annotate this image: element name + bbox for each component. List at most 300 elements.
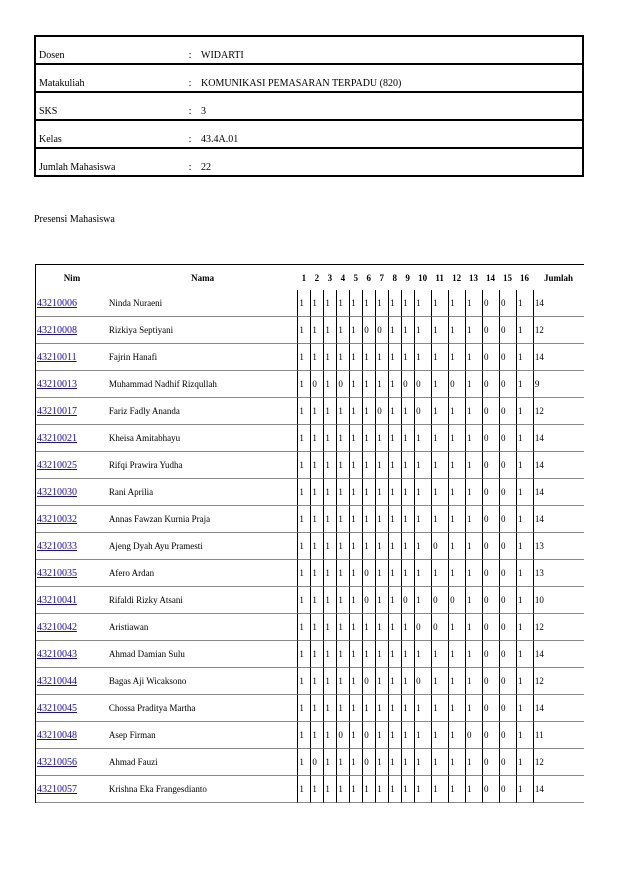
meeting-cell: 1 bbox=[465, 641, 482, 668]
meeting-cell: 1 bbox=[375, 587, 388, 614]
meeting-cell: 1 bbox=[336, 479, 349, 506]
nim-cell bbox=[36, 722, 108, 749]
meeting-cell: 1 bbox=[297, 344, 310, 371]
meeting-cell: 1 bbox=[401, 533, 414, 560]
meeting-cell: 1 bbox=[336, 506, 349, 533]
meeting-cell: 1 bbox=[349, 641, 362, 668]
meeting-cell: 1 bbox=[349, 560, 362, 587]
meeting-cell: 1 bbox=[375, 560, 388, 587]
meeting-cell: 0 bbox=[362, 749, 375, 776]
meeting-cell: 1 bbox=[401, 506, 414, 533]
meeting-cell: 0 bbox=[499, 641, 516, 668]
meeting-cell: 1 bbox=[349, 587, 362, 614]
meeting-cell: 0 bbox=[499, 695, 516, 722]
nim-link[interactable]: 43210057 bbox=[37, 783, 77, 795]
nim-link[interactable]: 43210006 bbox=[37, 297, 77, 309]
table-row bbox=[36, 371, 584, 398]
total-cell: 14 bbox=[533, 506, 584, 533]
meeting-cell: 1 bbox=[448, 668, 465, 695]
meeting-cell: 1 bbox=[431, 371, 448, 398]
meeting-cell: 0 bbox=[482, 641, 499, 668]
nim-cell bbox=[36, 398, 108, 425]
meeting-cell: 1 bbox=[336, 749, 349, 776]
nim-link[interactable]: 43210042 bbox=[37, 621, 77, 633]
nim-link[interactable]: 43210008 bbox=[37, 324, 77, 336]
meeting-cell: 0 bbox=[499, 533, 516, 560]
info-label: Jumlah Mahasiswa bbox=[35, 148, 182, 176]
name-cell: Aristiawan bbox=[108, 614, 298, 641]
meeting-cell: 1 bbox=[375, 776, 388, 803]
meeting-cell: 1 bbox=[448, 290, 465, 317]
meeting-cell: 1 bbox=[310, 560, 323, 587]
meeting-cell: 0 bbox=[499, 776, 516, 803]
meeting-cell: 1 bbox=[310, 641, 323, 668]
meeting-cell: 1 bbox=[414, 695, 431, 722]
meeting-cell: 1 bbox=[431, 425, 448, 452]
meeting-cell: 1 bbox=[465, 506, 482, 533]
meeting-cell: 1 bbox=[362, 479, 375, 506]
nim-cell bbox=[36, 317, 108, 344]
column-header: 3 bbox=[327, 272, 333, 283]
info-separator: : bbox=[182, 120, 198, 148]
meeting-cell: 0 bbox=[482, 425, 499, 452]
info-row bbox=[35, 120, 583, 148]
meeting-cell: 1 bbox=[516, 695, 533, 722]
meeting-cell: 1 bbox=[323, 425, 336, 452]
name-cell: Ninda Nuraeni bbox=[108, 290, 298, 317]
meeting-cell: 0 bbox=[499, 587, 516, 614]
meeting-cell: 0 bbox=[499, 560, 516, 587]
nim-link[interactable]: 43210043 bbox=[37, 648, 77, 660]
meeting-cell: 1 bbox=[401, 479, 414, 506]
nim-cell bbox=[36, 695, 108, 722]
meeting-cell: 1 bbox=[465, 344, 482, 371]
column-header: 13 bbox=[469, 272, 479, 283]
nim-link[interactable]: 43210048 bbox=[37, 729, 77, 741]
meeting-cell: 1 bbox=[448, 695, 465, 722]
meeting-cell: 1 bbox=[310, 587, 323, 614]
meeting-cell: 1 bbox=[375, 749, 388, 776]
meeting-cell: 1 bbox=[297, 317, 310, 344]
info-row bbox=[35, 92, 583, 120]
total-cell: 12 bbox=[533, 317, 584, 344]
meeting-cell: 1 bbox=[431, 560, 448, 587]
column-header: 16 bbox=[519, 272, 529, 283]
meeting-cell: 1 bbox=[362, 533, 375, 560]
meeting-cell: 1 bbox=[401, 722, 414, 749]
meeting-cell: 1 bbox=[401, 776, 414, 803]
info-separator: : bbox=[182, 36, 198, 64]
meeting-cell: 1 bbox=[431, 452, 448, 479]
meeting-cell: 1 bbox=[349, 695, 362, 722]
total-cell: 14 bbox=[533, 452, 584, 479]
nim-cell bbox=[36, 371, 108, 398]
meeting-cell: 0 bbox=[414, 668, 431, 695]
meeting-cell: 1 bbox=[388, 290, 401, 317]
nim-cell bbox=[36, 533, 108, 560]
meeting-cell: 1 bbox=[297, 587, 310, 614]
meeting-cell: 0 bbox=[336, 371, 349, 398]
meeting-cell: 1 bbox=[388, 641, 401, 668]
meeting-cell: 1 bbox=[375, 344, 388, 371]
meeting-cell: 1 bbox=[375, 371, 388, 398]
meeting-cell: 1 bbox=[362, 290, 375, 317]
meeting-cell: 1 bbox=[297, 425, 310, 452]
meeting-cell: 1 bbox=[388, 668, 401, 695]
meeting-cell: 1 bbox=[349, 398, 362, 425]
nim-cell bbox=[36, 479, 108, 506]
meeting-cell: 1 bbox=[375, 533, 388, 560]
nim-link[interactable]: 43210035 bbox=[37, 567, 77, 579]
name-cell: Rifqi Prawira Yudha bbox=[108, 452, 298, 479]
nim-cell bbox=[36, 641, 108, 668]
meeting-cell: 1 bbox=[431, 749, 448, 776]
name-cell: Krishna Eka Frangesdianto bbox=[108, 776, 298, 803]
column-header: Jumlah bbox=[543, 272, 573, 283]
total-cell: 14 bbox=[533, 695, 584, 722]
table-row bbox=[36, 479, 584, 506]
meeting-cell: 1 bbox=[349, 722, 362, 749]
meeting-cell: 0 bbox=[448, 587, 465, 614]
column-header: 6 bbox=[366, 272, 371, 283]
meeting-cell: 1 bbox=[431, 398, 448, 425]
meeting-cell: 1 bbox=[516, 425, 533, 452]
meeting-cell: 0 bbox=[482, 533, 499, 560]
meeting-cell: 1 bbox=[465, 776, 482, 803]
meeting-cell: 1 bbox=[516, 641, 533, 668]
meeting-cell: 1 bbox=[310, 776, 323, 803]
meeting-cell: 1 bbox=[323, 695, 336, 722]
meeting-cell: 1 bbox=[323, 587, 336, 614]
meeting-cell: 1 bbox=[310, 452, 323, 479]
table-row bbox=[36, 722, 584, 749]
meeting-cell: 1 bbox=[297, 695, 310, 722]
nim-link[interactable]: 43210045 bbox=[37, 702, 77, 714]
meeting-cell: 1 bbox=[323, 641, 336, 668]
meeting-cell: 1 bbox=[516, 533, 533, 560]
meeting-cell: 1 bbox=[336, 614, 349, 641]
meeting-cell: 1 bbox=[431, 641, 448, 668]
meeting-cell: 1 bbox=[465, 398, 482, 425]
meeting-cell: 1 bbox=[310, 695, 323, 722]
nim-cell bbox=[36, 452, 108, 479]
meeting-cell: 1 bbox=[431, 479, 448, 506]
meeting-cell: 1 bbox=[414, 533, 431, 560]
meeting-cell: 1 bbox=[297, 560, 310, 587]
info-value: KOMUNIKASI PEMASARAN TERPADU (820) bbox=[198, 64, 583, 92]
meeting-cell: 1 bbox=[375, 722, 388, 749]
meeting-cell: 1 bbox=[375, 668, 388, 695]
meeting-cell: 1 bbox=[336, 668, 349, 695]
nim-link[interactable]: 43210011 bbox=[37, 351, 77, 363]
column-header: 8 bbox=[392, 272, 397, 283]
meeting-cell: 1 bbox=[516, 776, 533, 803]
meeting-cell: 1 bbox=[375, 506, 388, 533]
meeting-cell: 1 bbox=[516, 749, 533, 776]
meeting-cell: 1 bbox=[388, 614, 401, 641]
meeting-cell: 1 bbox=[297, 452, 310, 479]
meeting-cell: 1 bbox=[375, 290, 388, 317]
info-label: Matakuliah bbox=[35, 64, 182, 92]
meeting-cell: 1 bbox=[349, 776, 362, 803]
nim-link[interactable]: 43210041 bbox=[37, 594, 77, 606]
info-separator: : bbox=[182, 64, 198, 92]
meeting-cell: 1 bbox=[323, 506, 336, 533]
info-label: SKS bbox=[35, 92, 182, 120]
column-header: 10 bbox=[418, 272, 428, 283]
total-cell: 12 bbox=[533, 749, 584, 776]
meeting-cell: 0 bbox=[431, 614, 448, 641]
meeting-cell: 1 bbox=[431, 344, 448, 371]
meeting-cell: 1 bbox=[448, 722, 465, 749]
meeting-cell: 1 bbox=[414, 560, 431, 587]
meeting-cell: 1 bbox=[465, 668, 482, 695]
meeting-cell: 1 bbox=[310, 344, 323, 371]
name-cell: Kheisa Amitabhayu bbox=[108, 425, 298, 452]
meeting-cell: 0 bbox=[401, 371, 414, 398]
meeting-cell: 0 bbox=[499, 614, 516, 641]
meeting-cell: 1 bbox=[388, 479, 401, 506]
total-cell: 11 bbox=[533, 722, 584, 749]
meeting-cell: 1 bbox=[465, 533, 482, 560]
meeting-cell: 1 bbox=[297, 479, 310, 506]
meeting-cell: 0 bbox=[414, 398, 431, 425]
meeting-cell: 1 bbox=[414, 317, 431, 344]
nim-cell bbox=[36, 749, 108, 776]
meeting-cell: 1 bbox=[414, 344, 431, 371]
table-row bbox=[36, 452, 584, 479]
meeting-cell: 0 bbox=[482, 776, 499, 803]
meeting-cell: 1 bbox=[336, 344, 349, 371]
meeting-cell: 1 bbox=[362, 776, 375, 803]
nim-cell bbox=[36, 290, 108, 317]
meeting-cell: 1 bbox=[323, 533, 336, 560]
table-row bbox=[36, 749, 584, 776]
nim-link[interactable]: 43210044 bbox=[37, 675, 77, 687]
total-cell: 13 bbox=[533, 560, 584, 587]
meeting-cell: 0 bbox=[499, 506, 516, 533]
table-row bbox=[36, 506, 584, 533]
meeting-cell: 1 bbox=[388, 398, 401, 425]
meeting-cell: 1 bbox=[516, 668, 533, 695]
nim-link[interactable]: 43210013 bbox=[37, 378, 77, 390]
meeting-cell: 1 bbox=[431, 776, 448, 803]
meeting-cell: 0 bbox=[401, 587, 414, 614]
meeting-cell: 1 bbox=[516, 614, 533, 641]
meeting-cell: 1 bbox=[349, 452, 362, 479]
meeting-cell: 1 bbox=[465, 695, 482, 722]
info-row bbox=[35, 64, 583, 92]
table-row bbox=[36, 587, 584, 614]
meeting-cell: 1 bbox=[448, 317, 465, 344]
meeting-cell: 1 bbox=[516, 371, 533, 398]
meeting-cell: 1 bbox=[362, 641, 375, 668]
meeting-cell: 1 bbox=[414, 290, 431, 317]
meeting-cell: 1 bbox=[431, 506, 448, 533]
name-cell: Asep Firman bbox=[108, 722, 298, 749]
meeting-cell: 0 bbox=[482, 290, 499, 317]
meeting-cell: 1 bbox=[401, 749, 414, 776]
meeting-cell: 1 bbox=[375, 695, 388, 722]
meeting-cell: 1 bbox=[401, 695, 414, 722]
meeting-cell: 1 bbox=[414, 641, 431, 668]
nim-link[interactable]: 43210017 bbox=[37, 405, 77, 417]
meeting-cell: 1 bbox=[401, 560, 414, 587]
meeting-cell: 1 bbox=[349, 479, 362, 506]
info-separator: : bbox=[182, 92, 198, 120]
meeting-cell: 1 bbox=[362, 425, 375, 452]
meeting-cell: 1 bbox=[310, 533, 323, 560]
nim-link[interactable]: 43210056 bbox=[37, 756, 77, 768]
nim-cell bbox=[36, 344, 108, 371]
name-cell: Ajeng Dyah Ayu Pramesti bbox=[108, 533, 298, 560]
meeting-cell: 1 bbox=[448, 398, 465, 425]
nim-cell bbox=[36, 560, 108, 587]
column-header: 12 bbox=[452, 272, 462, 283]
total-cell: 12 bbox=[533, 614, 584, 641]
meeting-cell: 0 bbox=[482, 614, 499, 641]
meeting-cell: 1 bbox=[297, 614, 310, 641]
meeting-cell: 1 bbox=[388, 560, 401, 587]
meeting-cell: 1 bbox=[297, 533, 310, 560]
meeting-cell: 1 bbox=[448, 776, 465, 803]
meeting-cell: 0 bbox=[482, 479, 499, 506]
meeting-cell: 1 bbox=[431, 317, 448, 344]
attendance-table bbox=[35, 264, 584, 803]
meeting-cell: 0 bbox=[499, 722, 516, 749]
total-cell: 14 bbox=[533, 425, 584, 452]
meeting-cell: 1 bbox=[401, 452, 414, 479]
nim-link[interactable]: 43210033 bbox=[37, 540, 77, 552]
meeting-cell: 1 bbox=[388, 776, 401, 803]
meeting-cell: 1 bbox=[336, 425, 349, 452]
meeting-cell: 1 bbox=[448, 344, 465, 371]
meeting-cell: 1 bbox=[323, 749, 336, 776]
meeting-cell: 1 bbox=[362, 371, 375, 398]
meeting-cell: 1 bbox=[336, 695, 349, 722]
table-row bbox=[36, 641, 584, 668]
name-cell: Ahmad Fauzi bbox=[108, 749, 298, 776]
meeting-cell: 0 bbox=[431, 587, 448, 614]
meeting-cell: 1 bbox=[362, 452, 375, 479]
column-header: 7 bbox=[379, 272, 384, 283]
meeting-cell: 1 bbox=[323, 344, 336, 371]
meeting-cell: 1 bbox=[375, 641, 388, 668]
meeting-cell: 1 bbox=[388, 749, 401, 776]
nim-link[interactable]: 43210032 bbox=[37, 513, 77, 525]
table-row bbox=[36, 695, 584, 722]
nim-link[interactable]: 43210021 bbox=[37, 432, 77, 444]
nim-link[interactable]: 43210030 bbox=[37, 486, 77, 498]
meeting-cell: 0 bbox=[482, 398, 499, 425]
info-value: WIDARTI bbox=[198, 36, 583, 64]
meeting-cell: 0 bbox=[465, 722, 482, 749]
meeting-cell: 1 bbox=[323, 776, 336, 803]
meeting-cell: 1 bbox=[349, 506, 362, 533]
column-header: 15 bbox=[502, 272, 512, 283]
meeting-cell: 0 bbox=[499, 344, 516, 371]
nim-cell bbox=[36, 668, 108, 695]
meeting-cell: 0 bbox=[499, 668, 516, 695]
info-separator: : bbox=[182, 148, 198, 176]
meeting-cell: 0 bbox=[375, 317, 388, 344]
meeting-cell: 0 bbox=[499, 317, 516, 344]
total-cell: 13 bbox=[533, 533, 584, 560]
table-row bbox=[36, 425, 584, 452]
table-row bbox=[36, 776, 584, 803]
nim-cell bbox=[36, 425, 108, 452]
info-label: Dosen bbox=[35, 36, 182, 64]
meeting-cell: 1 bbox=[448, 506, 465, 533]
meeting-cell: 0 bbox=[362, 587, 375, 614]
meeting-cell: 1 bbox=[349, 371, 362, 398]
meeting-cell: 1 bbox=[349, 749, 362, 776]
table-row bbox=[36, 398, 584, 425]
meeting-cell: 1 bbox=[297, 506, 310, 533]
column-header: 4 bbox=[340, 272, 346, 283]
meeting-cell: 1 bbox=[516, 506, 533, 533]
meeting-cell: 1 bbox=[414, 776, 431, 803]
meeting-cell: 1 bbox=[414, 749, 431, 776]
meeting-cell: 1 bbox=[362, 695, 375, 722]
name-cell: Rizkiya Septiyani bbox=[108, 317, 298, 344]
meeting-cell: 1 bbox=[310, 290, 323, 317]
meeting-cell: 0 bbox=[310, 749, 323, 776]
meeting-cell: 0 bbox=[336, 722, 349, 749]
meeting-cell: 1 bbox=[375, 614, 388, 641]
meeting-cell: 0 bbox=[499, 398, 516, 425]
meeting-cell: 1 bbox=[297, 668, 310, 695]
meeting-cell: 0 bbox=[482, 695, 499, 722]
meeting-cell: 1 bbox=[448, 749, 465, 776]
meeting-cell: 1 bbox=[465, 371, 482, 398]
meeting-cell: 0 bbox=[482, 371, 499, 398]
nim-cell bbox=[36, 614, 108, 641]
meeting-cell: 1 bbox=[349, 425, 362, 452]
meeting-cell: 0 bbox=[362, 560, 375, 587]
total-cell: 14 bbox=[533, 641, 584, 668]
table-row bbox=[36, 290, 584, 317]
meeting-cell: 1 bbox=[297, 398, 310, 425]
meeting-cell: 0 bbox=[499, 479, 516, 506]
meeting-cell: 1 bbox=[431, 290, 448, 317]
name-cell: Rifaldi Rizky Atsani bbox=[108, 587, 298, 614]
meeting-cell: 1 bbox=[448, 479, 465, 506]
meeting-cell: 1 bbox=[414, 587, 431, 614]
meeting-cell: 1 bbox=[516, 479, 533, 506]
name-cell: Chossa Praditya Martha bbox=[108, 695, 298, 722]
name-cell: Afero Ardan bbox=[108, 560, 298, 587]
meeting-cell: 0 bbox=[431, 533, 448, 560]
meeting-cell: 1 bbox=[323, 560, 336, 587]
nim-link[interactable]: 43210025 bbox=[37, 459, 77, 471]
meeting-cell: 1 bbox=[431, 722, 448, 749]
name-cell: Rani Aprilia bbox=[108, 479, 298, 506]
meeting-cell: 1 bbox=[516, 722, 533, 749]
meeting-cell: 1 bbox=[401, 425, 414, 452]
meeting-cell: 1 bbox=[516, 452, 533, 479]
meeting-cell: 0 bbox=[448, 371, 465, 398]
meeting-cell: 1 bbox=[401, 614, 414, 641]
meeting-cell: 1 bbox=[336, 452, 349, 479]
meeting-cell: 0 bbox=[482, 749, 499, 776]
meeting-cell: 1 bbox=[297, 641, 310, 668]
column-header: 14 bbox=[486, 272, 495, 283]
meeting-cell: 0 bbox=[375, 398, 388, 425]
meeting-cell: 1 bbox=[414, 425, 431, 452]
meeting-cell: 1 bbox=[375, 425, 388, 452]
column-header: 9 bbox=[405, 272, 410, 283]
